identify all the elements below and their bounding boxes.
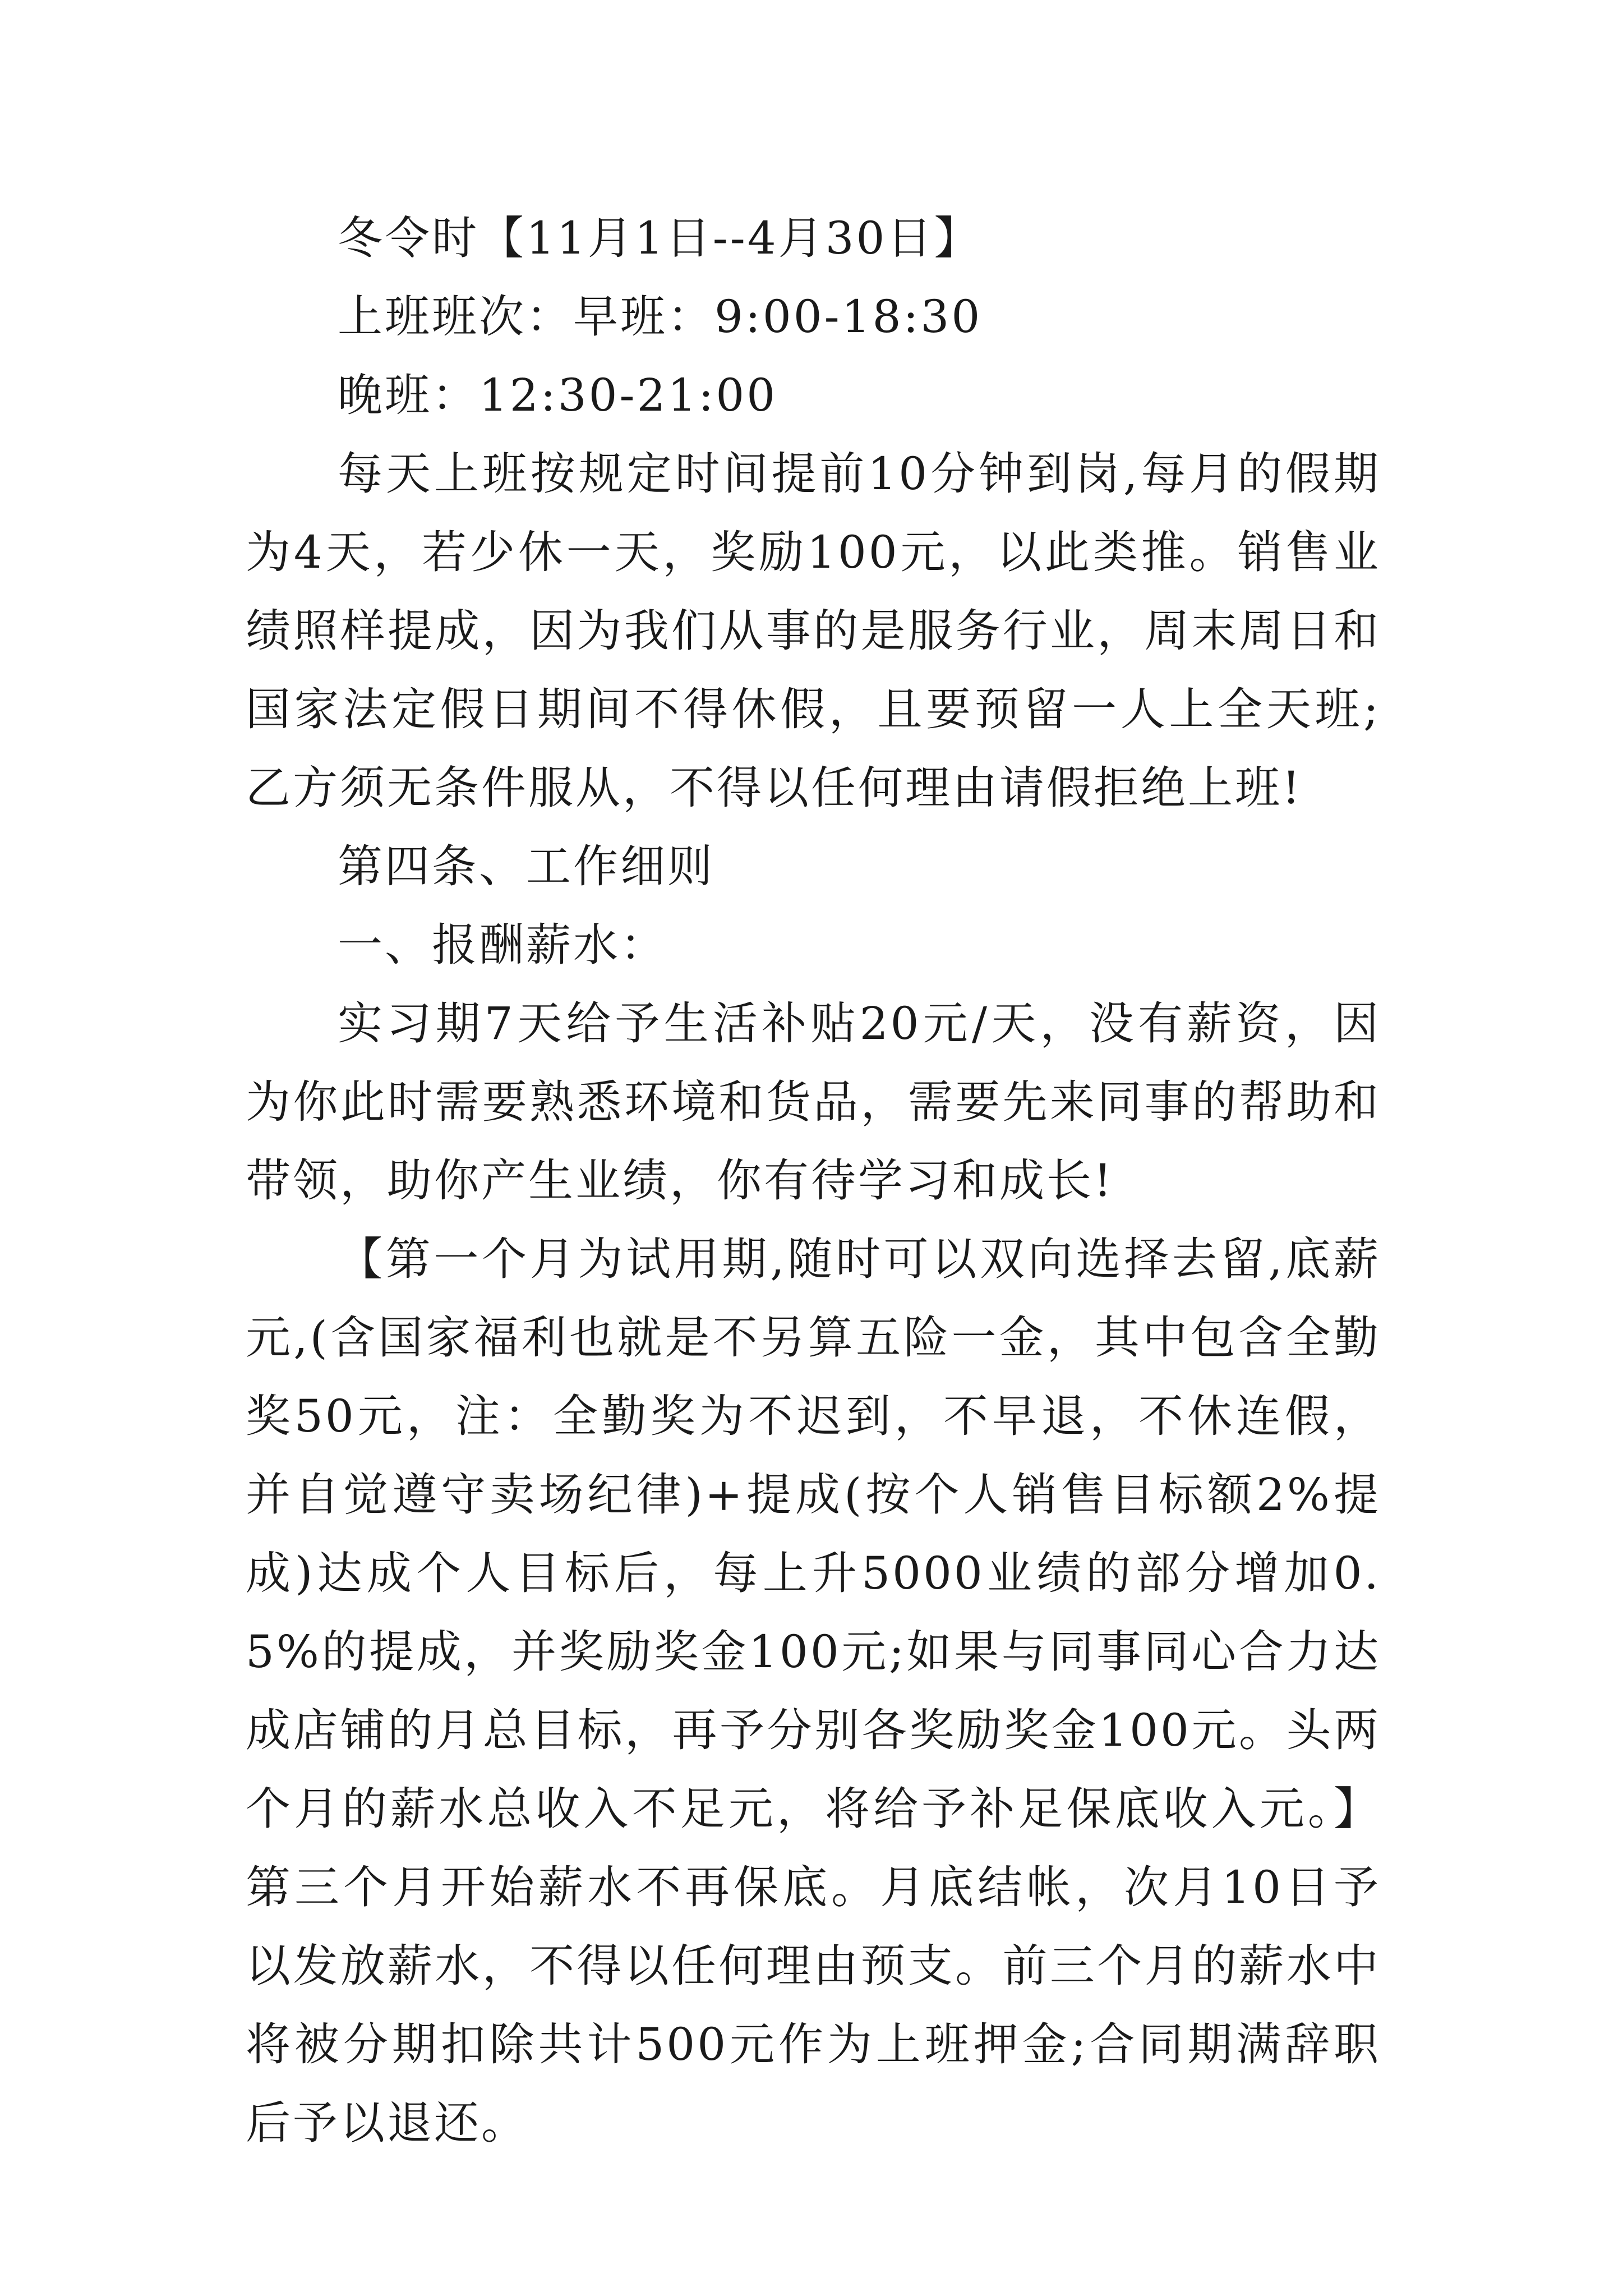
paragraph-shift-morning: 上班班次：早班：9:00-18:30 — [338, 291, 983, 343]
paragraph-probation-salary: 【第一个月为试用期,随时可以双向选择去留,底薪元,(含国家福利也就是不另算五险一金，其中包含全勤奖50元，注：全勤奖为不迟到，不早退，不休连假，并自觉遵守卖场纪律)+提成(按个人销售目标额2%提成)达成个人目标后，每上升5000业绩的部分增加0.5%的提成，并奖励奖金100元;如果与同事同心合力达成店铺的月总目标，再予分别各奖励奖金100元。头两个月的薪水总收入不足元，将给予补足保底收入元。】第三个月开始薪水不再保底。月底结帐，次月10日予以发放薪水，不得以任何理由预支。前三个月的薪水中将被分期扣除共计500元作为上班押金;合同期满辞职后予以退还。 — [246, 1233, 1381, 2149]
subsection-heading-salary: 一、报酬薪水： — [338, 919, 667, 971]
section-heading-article-four: 第四条、工作细则 — [338, 840, 714, 892]
paragraph-attendance-rules: 每天上班按规定时间提前10分钟到岗,每月的假期为4天，若少休一天，奖励100元，以此类推。销售业绩照样提成，因为我们从事的是服务行业，周末周日和国家法定假日期间不得休假，且要预留一人上全天班;乙方须无条件服从，不得以任何理由请假拒绝上班! — [246, 448, 1381, 814]
paragraph-internship: 实习期7天给予生活补贴20元/天，没有薪资，因为你此时需要熟悉环境和货品，需要先来同事的帮助和带领，助你产生业绩，你有待学习和成长! — [246, 997, 1381, 1207]
document-body — [246, 199, 1381, 2162]
paragraph-shift-evening: 晚班：12:30-21:00 — [338, 369, 778, 421]
paragraph-winter-schedule: 冬令时【11月1日--4月30日】 — [338, 212, 981, 264]
